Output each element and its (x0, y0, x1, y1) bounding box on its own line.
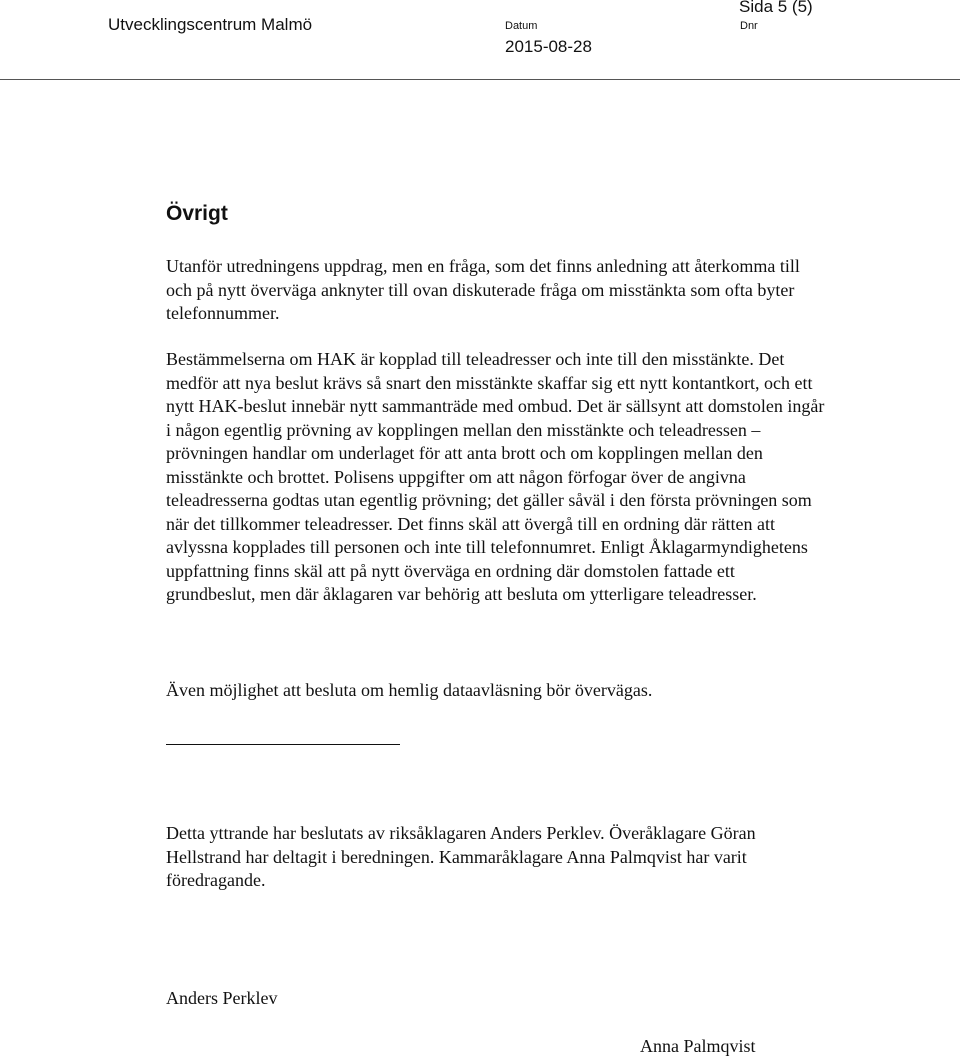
header-divider (0, 79, 960, 80)
paragraph-main: Bestämmelserna om HAK är kopplad till teleadresser och inte till den misstänkte. Det medför att nya beslut krävs så snart den misstänkte skaffar sig ett nytt kontantkort, och ett nytt HAK-beslut innebär nytt sammanträde med ombud. Det är sällsynt att domstolen ingår i någon egentlig prövning av kopplingen mellan den misstänkte och teleadressen – prövningen handlar om underlaget för att anta brott och om kopplingen mellan den misstänkte och brottet. Polisens uppgifter om att någon förfogar över de angivna teleadresserna godtas utan egentlig prövning; det gäller såväl i den första prövningen som när det tillkommer teleadresser. Det finns skäl att övergå till en ordning där rätten att avlyssna kopplades till personen och inte till telefonnumret. Enligt Åklagarmyndighetens uppfattning finns skäl att på nytt överväga en ordning där domstolen fattade ett grundbeslut, men där åklagaren var behörig att besluta om ytterligare teleadresser. (166, 349, 825, 604)
paragraph-intro: Utanför utredningens uppdrag, men en fråga, som det finns anledning att återkomma till och på nytt överväga anknyter till ovan diskuterade fråga om misstänkta som ofta byter telefonnummer. (166, 256, 800, 323)
signature-perklev: Anders Perklev (166, 988, 278, 1008)
section-heading: Övrigt (166, 202, 228, 225)
date-label: Datum (505, 20, 538, 32)
signature-palmqvist: Anna Palmqvist (640, 1036, 756, 1056)
date-value: 2015-08-28 (505, 37, 592, 56)
organization-name: Utvecklingscentrum Malmö (108, 15, 313, 34)
paragraph-dataavlasning: Även möjlighet att besluta om hemlig dataavläsning bör övervägas. (166, 680, 653, 700)
dnr-label: Dnr (740, 20, 758, 32)
page-number: Sida 5 (5) (739, 0, 813, 16)
paragraph-decision: Detta yttrande har beslutats av riksåklagaren Anders Perklev. Överåklagare Göran Hellstrand har deltagit i beredningen. Kammaråklagare Anna Palmqvist har varit föredragande. (166, 823, 756, 890)
separator-line (166, 744, 400, 745)
